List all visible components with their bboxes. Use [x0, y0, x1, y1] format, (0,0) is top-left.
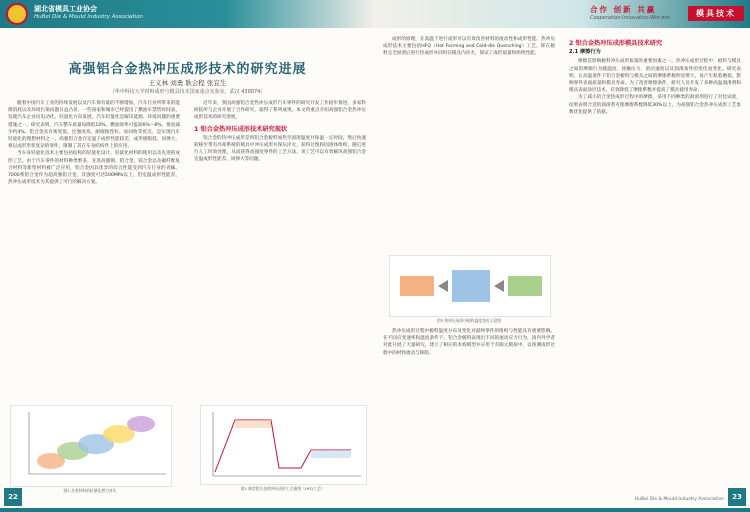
- motto-en: Cooperation·Innovation·Win-win: [590, 15, 671, 21]
- figure-1-graphic: [11, 406, 171, 486]
- figure-1: [10, 405, 172, 487]
- bottom-bar-right: [375, 508, 750, 512]
- figure-3: [389, 255, 551, 317]
- text-column-1: [8, 100, 180, 400]
- figure-3-graphic: [390, 256, 550, 316]
- paragraph: 热冲压成形过程中板料温度分布及变化对最终零件的组织与性能具有重要影响。在不同应变速率和温度条件下，铝合金板料表现出不同的流动应力行为，国内外学者对此开展了大量研究，建立了相应的本构模型并应用于有限元模拟中，以预测成形过程中的材料流动与缺陷。: [383, 329, 555, 356]
- figure-2-graphic: [201, 406, 366, 484]
- paragraph: 铝合金的热冲压成形是将铝合金板料加热至固溶温度并保温一定时间，然后快速转移至带有冷却系统的模具中冲压成形并保压淬火，获得过饱和固溶体组织，随后进行人工时效处理，从而获得高强度零件的工艺方法。该工艺可以有效解决高强铝合金室温成形性能差、回弹大等问题。: [194, 135, 366, 163]
- section-heading: 1 铝合金热冲压成形技术研究现状: [194, 125, 288, 133]
- right-page: [375, 0, 750, 512]
- paragraph: 近年来，我国高强铝合金热冲压成形汽车零件的研究开发工作稳步推进，多家科研院所与企业开展了合作研究，取得了系列成果。本文将重点介绍高强铝合金热冲压成形技术的研究进展。: [194, 101, 366, 121]
- figure-1-caption: 图1 各类材料的轻量化潜力对比: [63, 488, 117, 493]
- footer-text: HuBei Die & Mould Industry Association: [634, 497, 724, 502]
- section-heading: 2 铝合金热冲压成形模具技术研究: [569, 40, 663, 47]
- figure-2: [200, 405, 367, 485]
- bottom-bar: [0, 508, 375, 512]
- paragraph: 摩擦是影响板料冲压成形质量的重要因素之一。热冲压成形过程中，板料与模具之间的摩擦行为随温度、接触压力、滑动速度以及润滑条件的变化而变化。研究表明，在高温条件下铝合金板料与模具之间的摩擦系数明显增大，易产生粘着磨损，影响零件表面质量和模具寿命。为了改善摩擦条件，研究人员开发了多种高温润滑剂和模具表面涂层技术，有效降低了摩擦系数并提高了模具使用寿命。: [569, 59, 741, 94]
- header-bar-right: [375, 0, 750, 28]
- text-column-2: [194, 100, 366, 400]
- paragraph: 随着中国汽车工业的持续发展以及汽车保有量的不断增加，汽车行业所带来的能源消耗以及环境污染问题日益凸显，一些国家和城市已经提出了燃油车禁售时间表，迫使汽车企业向电动化、轻量化方向发展。汽车轻量化是解决能源、环境问题的重要措施之一。研究表明，汽车整车质量每降低10%，燃油效率可提高6%～8%，排放减少约4%。铝合金具有密度低、比强度高、耐腐蚀性好、易回收等优点，是实现汽车轻量化的理想材料之一。高强铝合金在室温下成形性能较差，成形极限低、回弹大，难以成形形状复杂的零件，限制了其在车身结构件上的应用。: [8, 101, 180, 150]
- article-authors: 王义林 刘勇 耿会程 张宜生: [148, 79, 227, 87]
- journal-name-en: HuBei Die & Mould Industry Association: [34, 14, 144, 20]
- association-logo: [6, 3, 28, 25]
- article-affiliation: （华中科技大学材料成形与模具技术国家重点实验室，武汉 430074）: [109, 89, 266, 95]
- paragraph: 为了减小铝合金热成形过程中的摩擦，采用不同种类的润滑剂进行了对比试验，结果表明合适的润滑剂可使摩擦系数降低30%以上，为高强铝合金热冲压成形工艺参数优化提供了依据。: [569, 95, 741, 115]
- motto: 合作 创新 共赢: [590, 5, 657, 14]
- header-bar: [0, 0, 375, 28]
- article-title: 高强铝合金热冲压成形技术的研究进展: [68, 62, 307, 77]
- paragraph: 成形的原理，在高温下进行成形可以有效改善材料的流动性和成形性能。热冲压成形技术主要包括HFQ（Hot Forming and Cold-die Quenching）工艺，即在板料完全固溶后进行热成形并同时在模具内淬火，保证了成形质量和组织性能。: [383, 37, 555, 57]
- figure-2-caption: 图2 典型铝合金热冲压成形工艺曲线（HFQ工艺）: [240, 486, 325, 491]
- text-column-3: [383, 36, 555, 251]
- journal-name: 湖北省模具工业协会: [34, 5, 97, 13]
- text-column-4: [569, 36, 741, 486]
- figure-3-caption: 图3 热冲压成形中板料温度变化示意图: [436, 318, 502, 323]
- section-tag: 模具技术: [688, 6, 744, 21]
- page-number-right: 23: [728, 488, 746, 506]
- text-column-3b: [383, 328, 555, 483]
- subsection-heading: 2.1 摩擦行为: [569, 49, 601, 56]
- page-number-left: 22: [4, 488, 22, 506]
- paragraph: 当车身轻量化技术主要包括结构的轻量化设计、轻量化材料的使用以及先进的成形工艺。由于汽车零件的材料种类繁多，先进高强钢、铝合金、镁合金以及碳纤维复合材料等新型材料被广泛应用，铝合金因其优异的综合性能受到汽车行业的青睐。7000系铝合金作为超高强铝合金，其强度可达500MPa以上，但室温成形性能差，热冲压成形技术为其提供了可行的解决方案。: [8, 151, 180, 186]
